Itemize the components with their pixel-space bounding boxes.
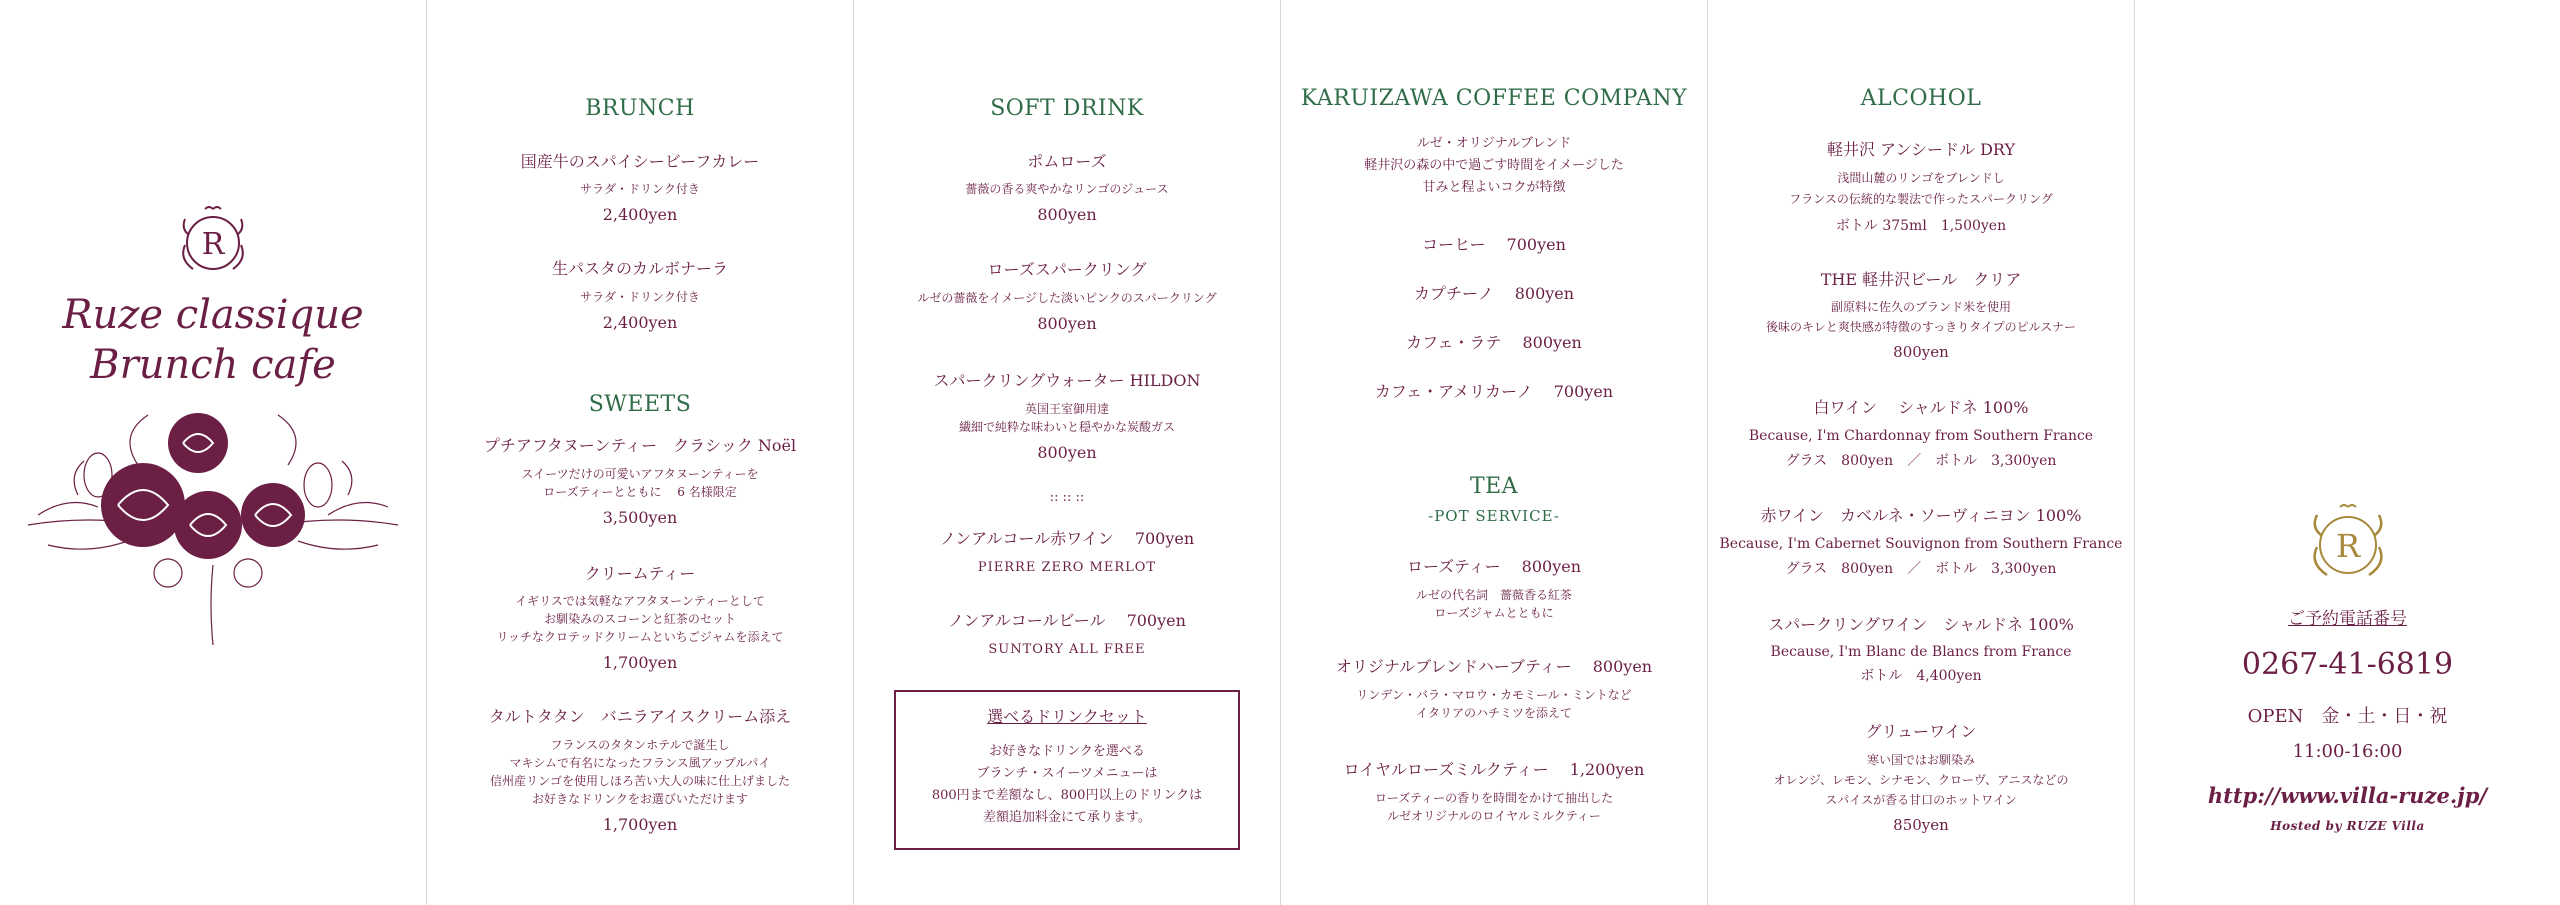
menu-item-name: スパークリングワイン シャルドネ 100% [1768,615,2074,634]
brand-name-line1: Ruze classique [62,292,364,338]
drink-set-line: ブランチ・スイーツメニューは [976,766,1158,781]
open-days: OPEN 金・土・日・祝 [2247,706,2448,727]
brunch-heading: BRUNCH [585,96,695,121]
menu-item-name: スパークリングウォーター HILDON [933,371,1201,390]
menu-item-desc: イギリスでは気軽なアフタヌーンティーとして [515,594,765,608]
menu-item-price: ボトル 375ml 1,500yen [1835,218,2007,234]
menu-item-desc: 副原料に佐久のブランド米を使用 [1830,300,2011,314]
menu-item-desc: ローズティーとともに 6 名様限定 [543,485,737,499]
menu-item-price: グラス 800yen ／ ボトル 3,300yen [1785,561,2057,577]
soft-drink-heading: SOFT DRINK [990,96,1144,121]
menu-item-desc: サラダ・ドリンク付き [580,182,700,196]
menu-item-price: 3,500yen [602,508,678,527]
menu-item-name: プチアフタヌーンティー クラシック Noël [483,436,797,455]
menu-item-desc: 浅間山麓のリンゴをブレンドし [1837,171,2005,185]
menu-item-desc: スイーツだけの可愛いアフタヌーンティーを [521,467,759,481]
menu-item-brand: SUNTORY ALL FREE [988,642,1146,657]
menu-item-price: 800yen [1037,443,1097,462]
menu-item-name: ローズスパークリング [987,260,1147,279]
menu-item-desc: Because, I'm Cabernet Souvignon from Southern France [1719,536,2123,552]
menu-item-name: THE 軽井沢ビール クリア [1820,270,2022,289]
menu-item-price: 850yen [1893,816,1949,834]
menu-item-price: 800yen [1037,314,1097,333]
menu-item-desc: オレンジ、レモン、シナモン、クローヴ、アニスなどの [1773,773,2069,787]
alcohol-panel [1707,0,2134,905]
menu-item-desc: フランスのタタンホテルで誕生し [550,738,730,752]
menu-item-desc: 寒い国ではお馴染み [1866,753,1975,767]
coffee-item: コーヒー 700yen [1422,235,1566,254]
alcohol-heading: ALCOHOL [1860,86,1982,111]
sweets-heading: SWEETS [588,392,692,417]
menu-item-desc: 信州産リンゴを使用しほろ苦い大人の味に仕上げました [489,774,790,788]
coffee-tea-panel [1280,0,1707,905]
brunch-sweets-panel [426,0,853,905]
tea-heading: TEA [1469,474,1519,499]
menu-item-name: クリームティー [584,564,696,583]
menu-item-desc: お好きなドリンクをお選びいただけます [532,792,748,806]
drink-set-line: 差額追加料金にて承ります。 [983,810,1151,825]
menu-item-desc: マキシムで有名になったフランス風アップルパイ [509,756,771,770]
hosted-by: Hosted by RUZE Villa [2270,819,2425,833]
menu-item-name: ノンアルコールビール 700yen [948,611,1186,630]
menu-item-name: ローズティー 800yen [1406,557,1582,576]
menu-item-name: タルトタタン バニラアイスクリーム添え [488,707,792,726]
coffee-blend-desc: 軽井沢の森の中で過ごす時間をイメージした [1364,158,1624,173]
drink-set-box [894,690,1240,850]
menu-item-name: 白ワイン シャルドネ 100% [1813,398,2029,417]
coffee-item: カフェ・アメリカーノ 700yen [1374,382,1614,401]
rose-illustration-icon [18,405,408,650]
open-hours: 11:00-16:00 [2292,741,2403,762]
ruze-gold-logo-icon [2305,503,2391,583]
menu-item-price: 2,400yen [602,313,678,332]
menu-item-price: 1,700yen [602,653,678,672]
menu-item-brand: PIERRE ZERO MERLOT [977,560,1157,575]
drink-set-title: 選べるドリンクセット [987,707,1147,726]
menu-item-name: オリジナルブレンドハーブティー 800yen [1335,657,1653,676]
menu-item-desc: お馴染みのスコーンと紅茶のセット [544,612,736,626]
menu-item-name: 赤ワイン カベルネ・ソーヴィニヨン 100% [1760,506,2082,525]
menu-item-desc: Because, I'm Blanc de Blancs from France [1770,644,2072,660]
menu-item-desc: 英国王室御用達 [1024,402,1109,416]
menu-item-name: 国産牛のスパイシービーフカレー [520,152,760,171]
menu-item-desc: Because, I'm Chardonnay from Southern France [1748,428,2094,444]
coffee-blend-desc: 甘みと程よいコクが特徴 [1422,180,1566,195]
brand-panel [0,0,426,905]
logo-letter: R [201,227,225,262]
coffee-heading: KARUIZAWA COFFEE COMPANY [1300,86,1688,111]
ruze-logo-icon [175,205,251,275]
menu-item-desc: 後味のキレと爽快感が特徴のすっきりタイプのピルスナー [1766,320,2076,334]
menu-item-price: ボトル 4,400yen [1860,668,1982,684]
menu-item-price: 800yen [1037,205,1097,224]
menu-item-desc: フランスの伝統的な製法で作ったスパークリング [1789,192,2053,206]
divider-dots: :: :: :: [1049,490,1085,505]
reservation-label: ご予約電話番号 [2288,609,2407,629]
menu-item-price: グラス 800yen ／ ボトル 3,300yen [1785,453,2057,469]
coffee-item: カプチーノ 800yen [1413,284,1575,303]
menu-item-name: ポムローズ [1027,152,1107,171]
coffee-blend-name: ルゼ・オリジナルブレンド [1416,136,1572,151]
menu-item-name: 生パスタのカルボナーラ [551,259,728,278]
soft-drink-panel [853,0,1280,905]
menu-item-desc: イタリアのハチミツを添えて [1415,706,1572,720]
menu-item-desc: ルゼの代名詞 薔薇香る紅茶 [1415,588,1572,602]
phone-number[interactable]: 0267-41-6819 [2241,647,2454,682]
tea-subtitle: -POT SERVICE- [1428,507,1560,525]
menu-item-desc: リンデン・バラ・マロウ・カモミール・ミントなど [1356,688,1632,702]
menu-item-desc: ローズジャムとともに [1434,606,1554,620]
menu-item-desc: ルゼの薔薇をイメージした淡いピンクのスパークリング [917,291,1217,305]
drink-set-line: 800円まで差額なし、800円以上のドリンクは [931,788,1203,803]
menu-item-name: ノンアルコール赤ワイン 700yen [939,529,1195,548]
menu-item-desc: ルゼオリジナルのロイヤルミルクティー [1387,809,1601,823]
menu-item-desc: 繊細で純粋な味わいと穏やかな炭酸ガス [958,420,1175,434]
drink-set-line: お好きなドリンクを選べる [989,744,1145,759]
menu-item-desc: スパイスが香る甘口のホットワイン [1825,793,2017,807]
website-link[interactable]: http://www.villa-ruze.jp/ [2207,783,2488,808]
menu-item-desc: 薔薇の香る爽やかなリンゴのジュース [965,182,1169,196]
menu-item-price: 2,400yen [602,205,678,224]
gold-logo-letter: R [2335,527,2361,565]
contact-panel [2134,0,2560,905]
coffee-item: カフェ・ラテ 800yen [1406,333,1582,352]
menu-item-name: グリューワイン [1865,722,1977,741]
menu-item-desc: リッチなクロテッドクリームといちごジャムを添えて [496,630,784,644]
menu-item-desc: ローズティーの香りを時間をかけて抽出した [1374,791,1614,805]
menu-item-name: ロイヤルローズミルクティー 1,200yen [1343,760,1645,779]
menu-item-name: 軽井沢 アンシードル DRY [1826,140,2016,159]
menu-item-price: 1,700yen [602,815,678,834]
menu-item-desc: サラダ・ドリンク付き [580,290,700,304]
brand-name-line2: Brunch cafe [90,342,336,388]
menu-item-price: 800yen [1893,343,1949,361]
